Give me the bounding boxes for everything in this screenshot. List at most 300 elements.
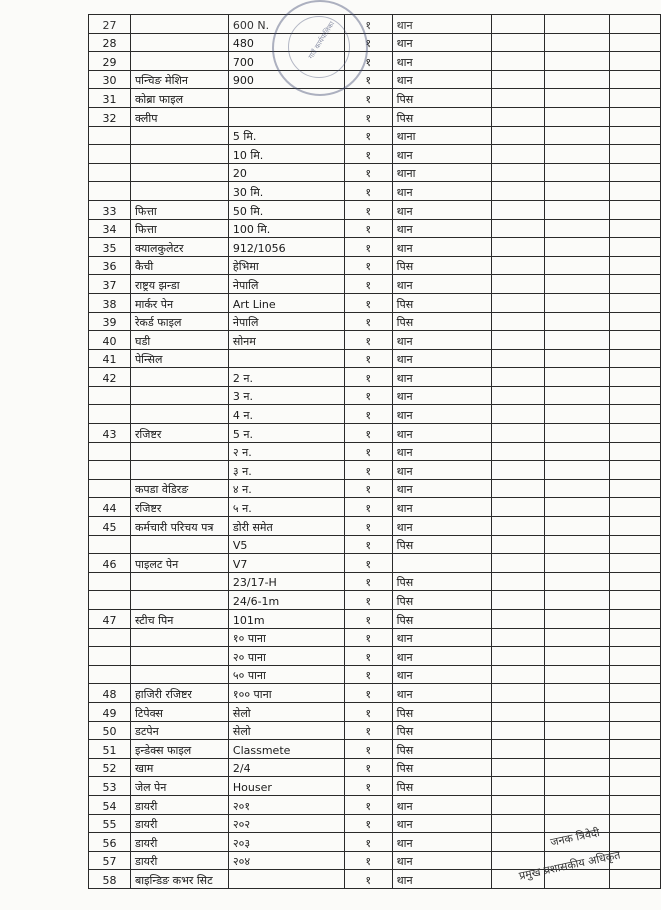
empty-cell: [545, 312, 610, 331]
item-spec: 100 मि.: [228, 219, 344, 238]
item-quantity: १: [344, 126, 392, 145]
item-unit: थान: [392, 479, 492, 498]
empty-cell: [492, 145, 545, 164]
table-row: [89, 777, 661, 796]
empty-cell: [610, 665, 661, 684]
item-name: कपडा वेडिरङ: [130, 479, 228, 498]
empty-cell: [545, 368, 610, 387]
empty-cell: [492, 182, 545, 201]
item-unit: पिस: [392, 293, 492, 312]
item-quantity: १: [344, 535, 392, 554]
empty-cell: [492, 572, 545, 591]
table-row-partial: [89, 15, 661, 34]
serial-number: 52: [89, 758, 131, 777]
item-spec: ५० पाना: [228, 665, 344, 684]
empty-cell: [545, 163, 610, 182]
empty-cell: [545, 554, 610, 573]
empty-cell: [492, 721, 545, 740]
item-quantity: १: [344, 610, 392, 629]
table-row: [89, 461, 661, 480]
empty-cell: [492, 702, 545, 721]
item-unit: थान: [392, 33, 492, 52]
item-spec: 5 न.: [228, 424, 344, 443]
item-name: [130, 572, 228, 591]
empty-cell: [610, 219, 661, 238]
empty-cell: [610, 405, 661, 424]
item-name: [130, 442, 228, 461]
serial-number: 48: [89, 684, 131, 703]
empty-cell: [545, 479, 610, 498]
empty-cell: [610, 386, 661, 405]
table-row: [89, 795, 661, 814]
item-unit: थान: [392, 814, 492, 833]
empty-cell: [492, 442, 545, 461]
item-spec: नेपालि: [228, 312, 344, 331]
item-unit: थान: [392, 349, 492, 368]
serial-number: [89, 145, 131, 164]
item-spec: १० पाना: [228, 628, 344, 647]
serial-number: 30: [89, 70, 131, 89]
serial-number: [89, 461, 131, 480]
item-spec: 24/6-1m: [228, 591, 344, 610]
serial-number: [89, 572, 131, 591]
empty-cell: [492, 777, 545, 796]
empty-cell: [545, 200, 610, 219]
item-name: घडी: [130, 331, 228, 350]
serial-number: 49: [89, 702, 131, 721]
empty-cell: [610, 591, 661, 610]
item-name: डायरी: [130, 795, 228, 814]
empty-cell: [492, 740, 545, 759]
serial-number: [89, 591, 131, 610]
empty-cell: [545, 386, 610, 405]
serial-number: 42: [89, 368, 131, 387]
empty-cell: [545, 15, 610, 34]
empty-cell: [492, 405, 545, 424]
item-name: [130, 33, 228, 52]
empty-cell: [610, 145, 661, 164]
empty-cell: [610, 758, 661, 777]
item-quantity: १: [344, 572, 392, 591]
item-spec: 5 मि.: [228, 126, 344, 145]
item-unit: थान: [392, 15, 492, 34]
empty-cell: [610, 498, 661, 517]
serial-number: [89, 126, 131, 145]
item-name: [130, 182, 228, 201]
table-row: [89, 331, 661, 350]
item-unit: पिस: [392, 312, 492, 331]
item-quantity: १: [344, 386, 392, 405]
empty-cell: [610, 647, 661, 666]
item-name: डायरी: [130, 814, 228, 833]
item-unit: पिस: [392, 610, 492, 629]
table-row: [89, 498, 661, 517]
serial-number: [89, 163, 131, 182]
serial-number: 37: [89, 275, 131, 294]
item-unit: पिस: [392, 107, 492, 126]
item-spec: Classmete: [228, 740, 344, 759]
table-row: [89, 33, 661, 52]
item-name: रजिष्टर: [130, 498, 228, 517]
item-spec: १०० पाना: [228, 684, 344, 703]
serial-number: 40: [89, 331, 131, 350]
empty-cell: [610, 126, 661, 145]
table-row: [89, 665, 661, 684]
item-name: डायरी: [130, 833, 228, 852]
empty-cell: [545, 702, 610, 721]
table-row: [89, 591, 661, 610]
empty-cell: [492, 684, 545, 703]
inventory-table: [88, 14, 661, 889]
empty-cell: [492, 349, 545, 368]
empty-cell: [545, 461, 610, 480]
serial-number: 44: [89, 498, 131, 517]
empty-cell: [610, 200, 661, 219]
table-row: [89, 517, 661, 536]
empty-cell: [545, 777, 610, 796]
empty-cell: [492, 219, 545, 238]
item-unit: थान: [392, 145, 492, 164]
item-spec: 480: [228, 33, 344, 52]
item-spec: 30 मि.: [228, 182, 344, 201]
item-unit: पिस: [392, 777, 492, 796]
empty-cell: [610, 479, 661, 498]
item-name: खाम: [130, 758, 228, 777]
empty-cell: [610, 795, 661, 814]
item-unit: थान: [392, 851, 492, 870]
serial-number: 31: [89, 89, 131, 108]
item-unit: पिस: [392, 721, 492, 740]
item-spec: डोरी समेत: [228, 517, 344, 536]
item-unit: थान: [392, 498, 492, 517]
table-row: [89, 52, 661, 71]
table-row: [89, 758, 661, 777]
empty-cell: [610, 107, 661, 126]
item-unit: थान: [392, 405, 492, 424]
empty-cell: [492, 479, 545, 498]
empty-cell: [545, 293, 610, 312]
item-unit: थान: [392, 70, 492, 89]
serial-number: 28: [89, 33, 131, 52]
empty-cell: [610, 182, 661, 201]
item-spec: सोनम: [228, 331, 344, 350]
empty-cell: [610, 424, 661, 443]
table-row: [89, 200, 661, 219]
item-spec: V5: [228, 535, 344, 554]
table-row: [89, 684, 661, 703]
item-quantity: १: [344, 70, 392, 89]
item-spec: हेभिमा: [228, 256, 344, 275]
empty-cell: [545, 405, 610, 424]
item-name: बाइन्डिङ कभर सिट: [130, 870, 228, 889]
item-quantity: १: [344, 312, 392, 331]
item-unit: थान: [392, 442, 492, 461]
serial-number: 46: [89, 554, 131, 573]
item-quantity: १: [344, 740, 392, 759]
table-row: [89, 293, 661, 312]
item-quantity: १: [344, 442, 392, 461]
item-name: फित्ता: [130, 200, 228, 219]
serial-number: 29: [89, 52, 131, 71]
item-spec: 600 N.: [228, 15, 344, 34]
empty-cell: [492, 386, 545, 405]
table-row: [89, 572, 661, 591]
empty-cell: [610, 312, 661, 331]
item-spec: 10 मि.: [228, 145, 344, 164]
item-unit: थान: [392, 665, 492, 684]
table-row: [89, 368, 661, 387]
table-row: [89, 554, 661, 573]
item-spec: [228, 107, 344, 126]
empty-cell: [545, 256, 610, 275]
item-quantity: १: [344, 591, 392, 610]
table-row: [89, 740, 661, 759]
item-name: जेल पेन: [130, 777, 228, 796]
item-name: मार्कर पेन: [130, 293, 228, 312]
item-unit: थान: [392, 331, 492, 350]
signature-block: [510, 825, 650, 898]
item-quantity: १: [344, 554, 392, 573]
serial-number: 56: [89, 833, 131, 852]
empty-cell: [492, 293, 545, 312]
item-quantity: १: [344, 795, 392, 814]
serial-number: 35: [89, 238, 131, 257]
table-row: [89, 312, 661, 331]
item-unit: थाना: [392, 163, 492, 182]
item-name: [130, 52, 228, 71]
item-name: कर्मचारी परिचय पत्र: [130, 517, 228, 536]
item-name: [130, 591, 228, 610]
item-spec: 50 मि.: [228, 200, 344, 219]
empty-cell: [492, 424, 545, 443]
serial-number: 51: [89, 740, 131, 759]
empty-cell: [492, 89, 545, 108]
item-unit: थान: [392, 219, 492, 238]
empty-cell: [610, 442, 661, 461]
serial-number: 43: [89, 424, 131, 443]
empty-cell: [545, 591, 610, 610]
item-quantity: १: [344, 219, 392, 238]
empty-cell: [545, 442, 610, 461]
empty-cell: [545, 52, 610, 71]
serial-number: [89, 665, 131, 684]
item-unit: पिस: [392, 758, 492, 777]
serial-number: 50: [89, 721, 131, 740]
item-name: डटपेन: [130, 721, 228, 740]
serial-number: [89, 182, 131, 201]
item-quantity: १: [344, 702, 392, 721]
item-name: क्लीप: [130, 107, 228, 126]
serial-number: [89, 479, 131, 498]
empty-cell: [492, 15, 545, 34]
empty-cell: [545, 498, 610, 517]
item-unit: पिस: [392, 256, 492, 275]
table-row: [89, 107, 661, 126]
empty-cell: [610, 275, 661, 294]
serial-number: 36: [89, 256, 131, 275]
table-row: [89, 238, 661, 257]
empty-cell: [545, 665, 610, 684]
item-quantity: १: [344, 107, 392, 126]
empty-cell: [545, 349, 610, 368]
empty-cell: [610, 554, 661, 573]
empty-cell: [492, 70, 545, 89]
empty-cell: [610, 293, 661, 312]
item-spec: २०३: [228, 833, 344, 852]
item-name: कोब्रा फाइल: [130, 89, 228, 108]
empty-cell: [545, 238, 610, 257]
office-stamp: [272, 0, 368, 96]
empty-cell: [492, 200, 545, 219]
item-spec: २०१: [228, 795, 344, 814]
item-unit: पिस: [392, 591, 492, 610]
signature-name: जनक त्रिवेदी: [549, 825, 601, 850]
table-row: [89, 219, 661, 238]
table-row: [89, 349, 661, 368]
empty-cell: [492, 591, 545, 610]
empty-cell: [492, 610, 545, 629]
item-quantity: १: [344, 628, 392, 647]
item-name: डायरी: [130, 851, 228, 870]
item-spec: 2 न.: [228, 368, 344, 387]
empty-cell: [545, 33, 610, 52]
empty-cell: [492, 126, 545, 145]
item-quantity: १: [344, 368, 392, 387]
empty-cell: [545, 572, 610, 591]
empty-cell: [492, 33, 545, 52]
empty-cell: [492, 461, 545, 480]
empty-cell: [492, 312, 545, 331]
empty-cell: [545, 758, 610, 777]
table-row: [89, 442, 661, 461]
table-row: [89, 126, 661, 145]
item-unit: [392, 554, 492, 573]
item-unit: थान: [392, 52, 492, 71]
signature-title: प्रमुख प्रशासकीय अधिकृत: [517, 848, 622, 883]
empty-cell: [492, 498, 545, 517]
serial-number: [89, 535, 131, 554]
empty-cell: [492, 758, 545, 777]
empty-cell: [545, 219, 610, 238]
empty-cell: [492, 795, 545, 814]
item-quantity: १: [344, 814, 392, 833]
serial-number: 55: [89, 814, 131, 833]
item-quantity: १: [344, 256, 392, 275]
empty-cell: [545, 126, 610, 145]
empty-cell: [492, 52, 545, 71]
serial-number: 39: [89, 312, 131, 331]
item-unit: थान: [392, 628, 492, 647]
item-name: [130, 126, 228, 145]
table-row: [89, 721, 661, 740]
item-name: क्यालकुलेटर: [130, 238, 228, 257]
item-name: इन्डेक्स फाइल: [130, 740, 228, 759]
item-unit: पिस: [392, 89, 492, 108]
empty-cell: [610, 721, 661, 740]
empty-cell: [610, 684, 661, 703]
item-quantity: १: [344, 777, 392, 796]
item-spec: २ न.: [228, 442, 344, 461]
empty-cell: [610, 702, 661, 721]
serial-number: 27: [89, 15, 131, 34]
empty-cell: [492, 535, 545, 554]
item-unit: थान: [392, 238, 492, 257]
item-quantity: १: [344, 758, 392, 777]
table-row: [89, 70, 661, 89]
empty-cell: [610, 740, 661, 759]
empty-cell: [545, 70, 610, 89]
empty-cell: [610, 572, 661, 591]
empty-cell: [610, 163, 661, 182]
empty-cell: [545, 275, 610, 294]
item-quantity: १: [344, 461, 392, 480]
empty-cell: [545, 647, 610, 666]
item-spec: V7: [228, 554, 344, 573]
table-row: [89, 256, 661, 275]
item-unit: थान: [392, 368, 492, 387]
item-spec: Art Line: [228, 293, 344, 312]
empty-cell: [610, 461, 661, 480]
item-unit: पिस: [392, 702, 492, 721]
item-unit: थान: [392, 517, 492, 536]
serial-number: [89, 647, 131, 666]
empty-cell: [545, 684, 610, 703]
empty-cell: [545, 535, 610, 554]
table-row: [89, 386, 661, 405]
empty-cell: [610, 517, 661, 536]
empty-cell: [545, 145, 610, 164]
empty-cell: [610, 52, 661, 71]
table-row: [89, 163, 661, 182]
empty-cell: [610, 89, 661, 108]
item-name: रेकर्ड फाइल: [130, 312, 228, 331]
empty-cell: [545, 89, 610, 108]
table-row: [89, 424, 661, 443]
empty-cell: [545, 610, 610, 629]
serial-number: 53: [89, 777, 131, 796]
item-unit: थान: [392, 275, 492, 294]
empty-cell: [545, 424, 610, 443]
empty-cell: [545, 331, 610, 350]
item-unit: थान: [392, 200, 492, 219]
item-name: रजिष्टर: [130, 424, 228, 443]
item-quantity: १: [344, 52, 392, 71]
empty-cell: [610, 777, 661, 796]
table-row: [89, 535, 661, 554]
item-quantity: १: [344, 647, 392, 666]
table-row: [89, 647, 661, 666]
item-quantity: १: [344, 517, 392, 536]
item-name: [130, 386, 228, 405]
item-spec: २०४: [228, 851, 344, 870]
item-spec: सेलो: [228, 721, 344, 740]
item-spec: 20: [228, 163, 344, 182]
item-spec: २० पाना: [228, 647, 344, 666]
item-quantity: १: [344, 275, 392, 294]
item-spec: २०२: [228, 814, 344, 833]
item-unit: थान: [392, 795, 492, 814]
item-name: [130, 647, 228, 666]
empty-cell: [492, 665, 545, 684]
table-row: [89, 145, 661, 164]
empty-cell: [492, 368, 545, 387]
empty-cell: [492, 331, 545, 350]
empty-cell: [610, 256, 661, 275]
empty-cell: [492, 628, 545, 647]
serial-number: [89, 628, 131, 647]
empty-cell: [492, 238, 545, 257]
empty-cell: [545, 628, 610, 647]
